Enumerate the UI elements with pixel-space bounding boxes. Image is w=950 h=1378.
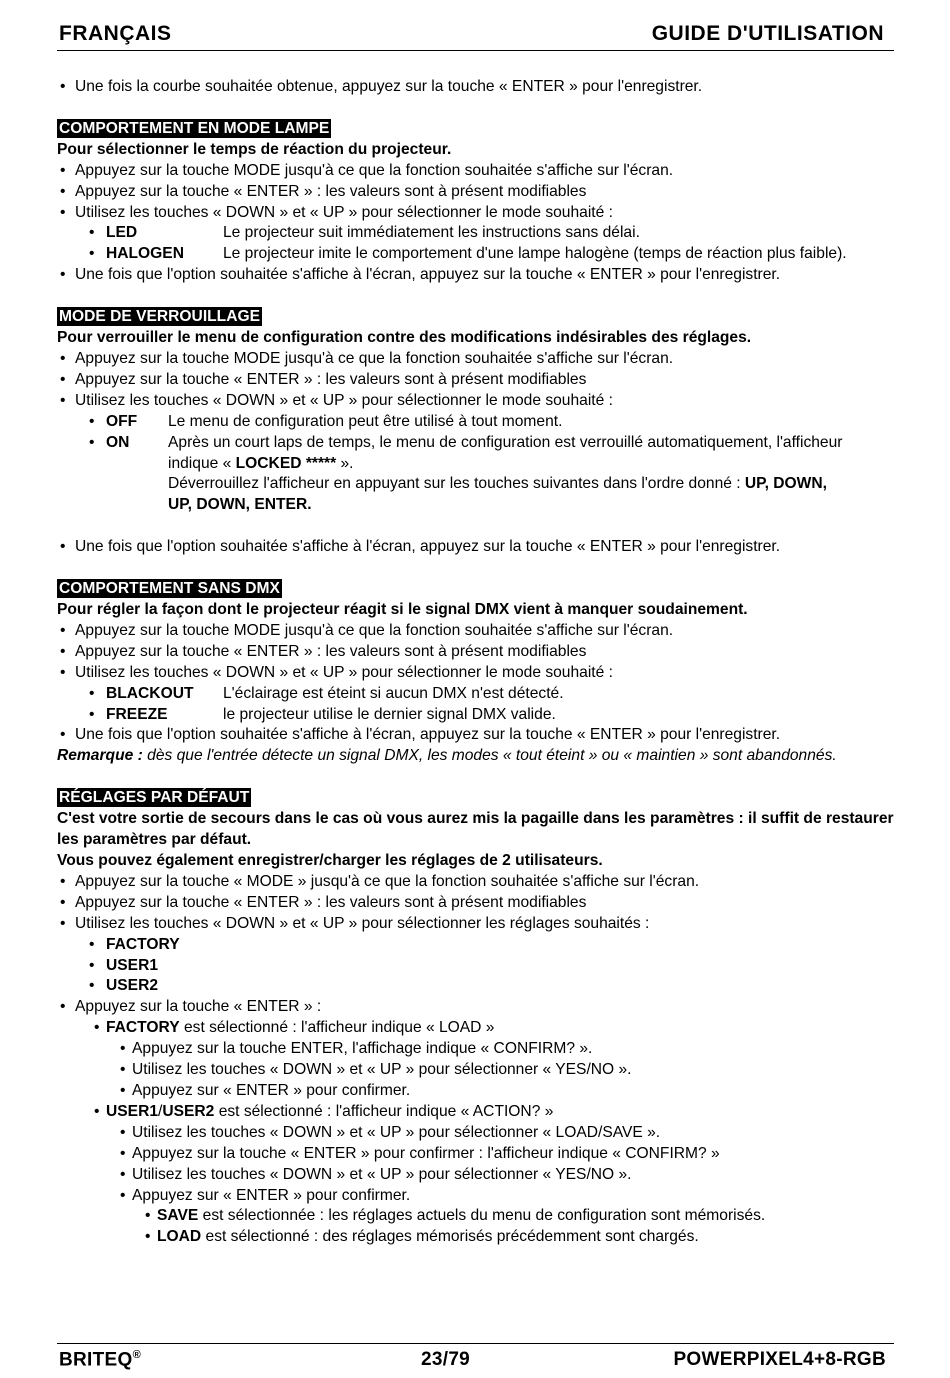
user-substep-2: • Appuyez sur la touche « ENTER » pour confirmer : l'afficheur indique « CONFIRM? » — [57, 1144, 894, 1165]
defaults-option-factory — [57, 935, 894, 956]
option-key: • FREEZE — [106, 705, 168, 723]
defaults-option-user1 — [57, 956, 894, 977]
user-selected — [57, 1102, 894, 1123]
nodmx-note — [57, 746, 894, 767]
lock-option-on — [57, 433, 894, 517]
lamp-step-3: • Utilisez les touches « DOWN » et « UP » pour sélectionner le mode souhaité : — [57, 203, 894, 224]
section-heading-lamp: COMPORTEMENT EN MODE LAMPE — [59, 119, 330, 137]
lock-step-2: • Appuyez sur la touche « ENTER » : les valeurs sont à présent modifiables — [57, 370, 894, 391]
lock-step-1: • Appuyez sur la touche MODE jusqu'à ce que la fonction souhaitée s'affiche sur l'écran. — [57, 349, 894, 370]
option-key: • FACTORY — [106, 935, 180, 953]
load-key: LOAD — [157, 1228, 202, 1246]
user-substep-4: • Appuyez sur « ENTER » pour confirmer. — [57, 1186, 894, 1207]
option-text: ». — [340, 454, 354, 472]
option-key: • ON — [106, 433, 130, 451]
registered-mark: ® — [132, 1349, 141, 1361]
save-selected — [57, 1206, 894, 1227]
lamp-step-4: • Une fois que l'option souhaitée s'affiche à l'écran, appuyez sur la touche « ENTER » pour l'enregistrer. — [57, 265, 894, 286]
user-substep-1: • Utilisez les touches « DOWN » et « UP » pour sélectionner « LOAD/SAVE ». — [57, 1123, 894, 1144]
nodmx-step-2: • Appuyez sur la touche « ENTER » : les valeurs sont à présent modifiables — [57, 642, 894, 663]
lamp-step-2: • Appuyez sur la touche « ENTER » : les valeurs sont à présent modifiables — [57, 182, 894, 203]
header-language: FRANÇAIS — [59, 22, 172, 45]
option-text: Déverrouillez l'afficheur en appuyant sur les touches suivantes dans l'ordre donné : — [168, 475, 741, 493]
lock-step-3: • Utilisez les touches « DOWN » et « UP » pour sélectionner le mode souhaité : — [57, 391, 894, 412]
user-text: est sélectionné : l'afficheur indique « ACTION? » — [218, 1102, 554, 1120]
page-header — [57, 20, 894, 51]
defaults-step-2: • Appuyez sur la touche « ENTER » : les valeurs sont à présent modifiables — [57, 893, 894, 914]
defaults-subtitle-2: Vous pouvez également enregistrer/charger les réglages de 2 utilisateurs. — [57, 852, 603, 869]
nodmx-step-4: • Une fois que l'option souhaitée s'affiche à l'écran, appuyez sur la touche « ENTER » pour l'enregistrer. — [57, 725, 894, 746]
lock-option-off — [57, 412, 894, 433]
page-footer — [57, 1343, 894, 1371]
nodmx-option-freeze — [57, 705, 894, 726]
option-key: • HALOGEN — [106, 245, 184, 263]
option-value: Le projecteur imite le comportement d'une lampe halogène (temps de réaction plus faible). — [223, 245, 847, 263]
option-key: • LED — [106, 224, 138, 242]
user-substep-3: • Utilisez les touches « DOWN » et « UP » pour sélectionner « YES/NO ». — [57, 1165, 894, 1186]
section-heading-lock: MODE DE VERROUILLAGE — [59, 308, 260, 326]
defaults-step-1: • Appuyez sur la touche « MODE » jusqu'à ce que la fonction souhaitée s'affiche sur l'écran. — [57, 872, 894, 893]
footer-model: POWERPIXEL4+8-RGB — [673, 1349, 886, 1370]
option-key: • USER2 — [106, 977, 158, 995]
save-key: SAVE — [157, 1207, 199, 1225]
factory-substep-1: • Appuyez sur la touche ENTER, l'affichage indique « CONFIRM? ». — [57, 1039, 894, 1060]
page-content — [57, 77, 894, 1248]
locked-code: LOCKED ***** — [235, 454, 337, 472]
brand-name: BRITEQ — [59, 1349, 133, 1371]
section-heading-nodmx: COMPORTEMENT SANS DMX — [59, 580, 280, 598]
nodmx-subtitle: Pour régler la façon dont le projecteur réagit si le signal DMX vient à manquer soudainement. — [57, 601, 748, 619]
note-text: dès que l'entrée détecte un signal DMX, les modes « tout éteint » ou « maintien » sont abandonnés. — [147, 747, 837, 765]
user2-key: USER2 — [162, 1102, 215, 1120]
factory-key: FACTORY — [106, 1019, 180, 1037]
nodmx-step-3: • Utilisez les touches « DOWN » et « UP » pour sélectionner le mode souhaité : — [57, 663, 894, 684]
lock-subtitle: Pour verrouiller le menu de configuration contre des modifications indésirables des réglages. — [57, 329, 752, 347]
option-value: Le projecteur suit immédiatement les instructions sans délai. — [223, 224, 640, 242]
header-guide-title: GUIDE D'UTILISATION — [651, 22, 884, 45]
footer-brand — [59, 1349, 141, 1371]
section-heading-defaults: RÉGLAGES PAR DÉFAUT — [59, 789, 250, 807]
nodmx-option-blackout — [57, 684, 894, 705]
load-text: est sélectionné : des réglages mémorisés précédemment sont chargés. — [205, 1228, 699, 1246]
lamp-option-led — [57, 223, 894, 244]
option-value: le projecteur utilise le dernier signal DMX valide. — [223, 705, 556, 723]
option-key: • USER1 — [106, 956, 158, 974]
load-selected — [57, 1227, 894, 1248]
factory-selected — [57, 1018, 894, 1039]
option-text: Après un court laps de temps, le menu de configuration est verrouillé automatiquement, l'afficheur indique « — [168, 433, 843, 472]
nodmx-step-1: • Appuyez sur la touche MODE jusqu'à ce que la fonction souhaitée s'affiche sur l'écran. — [57, 621, 894, 642]
page-number: 23/79 — [421, 1349, 471, 1370]
user-separator: / — [158, 1102, 163, 1120]
unlock-sequence: UP, DOWN, UP, DOWN, ENTER. — [168, 475, 827, 514]
factory-substep-3: • Appuyez sur « ENTER » pour confirmer. — [57, 1081, 894, 1102]
factory-substep-2: • Utilisez les touches « DOWN » et « UP » pour sélectionner « YES/NO ». — [57, 1060, 894, 1081]
option-key: • OFF — [106, 412, 138, 430]
lamp-subtitle: Pour sélectionner le temps de réaction du projecteur. — [57, 140, 452, 158]
defaults-option-user2 — [57, 976, 894, 997]
factory-text: est sélectionné : l'afficheur indique « LOAD » — [184, 1019, 495, 1037]
defaults-step-4: • Appuyez sur la touche « ENTER » : — [57, 997, 894, 1018]
lamp-option-halogen — [57, 244, 894, 265]
lock-step-4: • Une fois que l'option souhaitée s'affiche à l'écran, appuyez sur la touche « ENTER » pour l'enregistrer. — [57, 537, 894, 558]
note-label: Remarque : — [57, 747, 143, 765]
lamp-step-1: • Appuyez sur la touche MODE jusqu'à ce que la fonction souhaitée s'affiche sur l'écran. — [57, 161, 894, 182]
user1-key: USER1 — [106, 1102, 158, 1120]
intro-bullet: • Une fois la courbe souhaitée obtenue, appuyez sur la touche « ENTER » pour l'enregistrer. — [57, 77, 894, 98]
option-key: • BLACKOUT — [106, 684, 194, 702]
option-value: L'éclairage est éteint si aucun DMX n'est détecté. — [223, 684, 564, 702]
defaults-subtitle-1: C'est votre sortie de secours dans le cas où vous aurez mis la pagaille dans les paramètres : il suffit de restaurer les paramètres par défaut. — [57, 810, 894, 849]
save-text: est sélectionnée : les réglages actuels du menu de configuration sont mémorisés. — [202, 1207, 766, 1225]
defaults-step-3: • Utilisez les touches « DOWN » et « UP » pour sélectionner les réglages souhaités : — [57, 914, 894, 935]
option-value: Le menu de configuration peut être utilisé à tout moment. — [168, 412, 563, 430]
option-value — [168, 433, 854, 517]
